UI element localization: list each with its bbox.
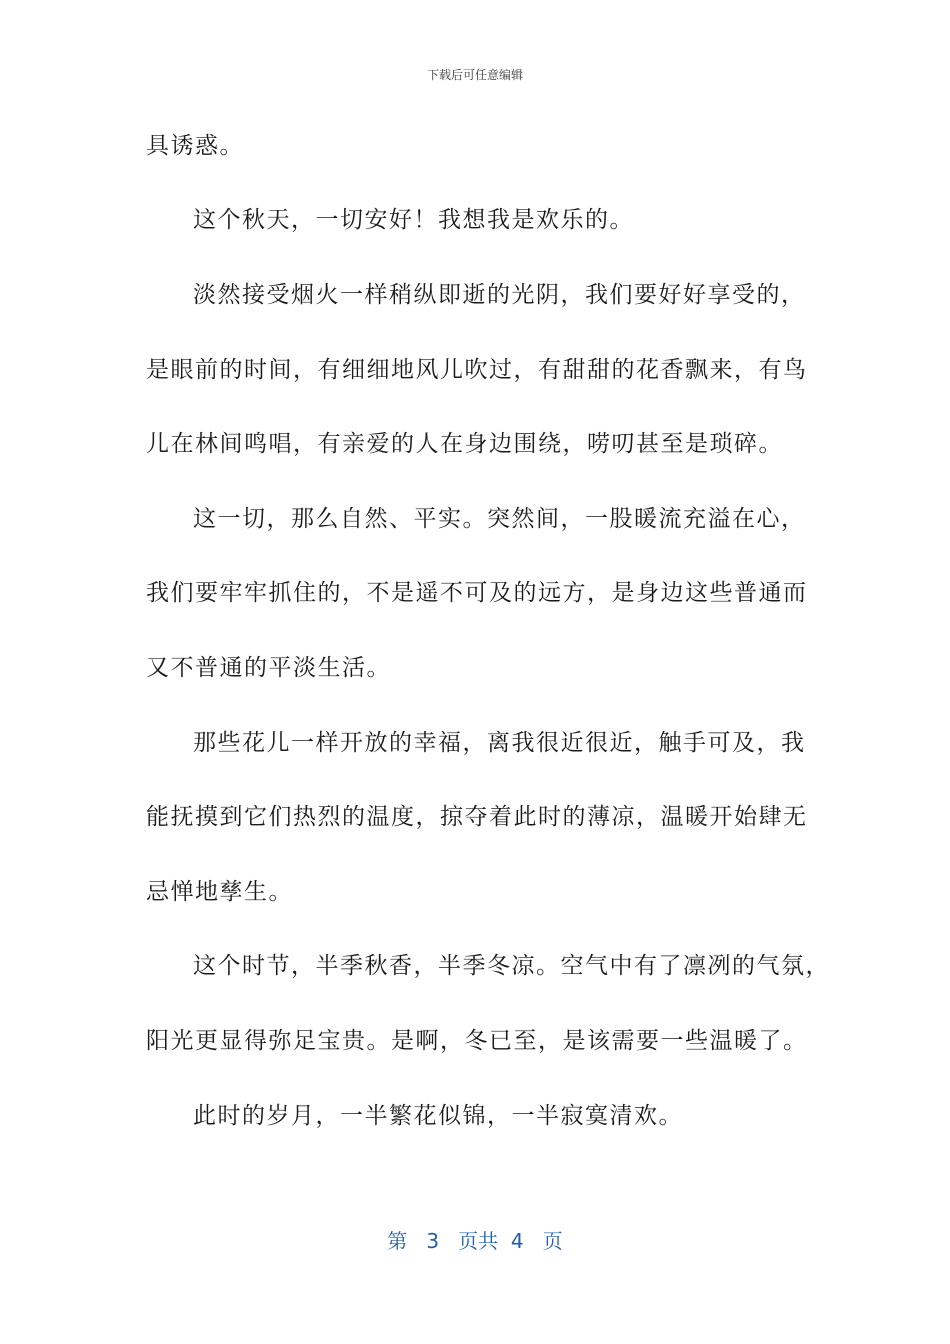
text-line: 又不普通的平淡生活。 (146, 655, 391, 681)
text-line: 阳光更显得弥足宝贵。是啊，冬已至，是该需要一些温暖了。 (146, 1028, 808, 1054)
paragraph-start: 那些花儿一样开放的幸福，离我很近很近，触手可及，我 (193, 730, 806, 756)
text-line: 儿在林间鸣唱，有亲爱的人在身边围绕，唠叨甚至是琐碎。 (146, 431, 783, 457)
footer-prefix: 第 (387, 1229, 408, 1253)
page-header: 下载后可任意编辑 (426, 68, 523, 82)
text-line: 我们要牢牢抓住的，不是遥不可及的远方，是身边这些普通而 (146, 580, 808, 606)
text-line: 忌惮地孳生。 (146, 879, 293, 905)
paragraph-start: 淡然接受烟火一样稍纵即逝的光阴，我们要好好享受的， (193, 282, 806, 308)
paragraph-start: 这个秋天，一切安好！我想我是欢乐的。 (193, 207, 634, 233)
paragraph-start: 这个时节，半季秋香，半季冬凉。空气中有了凛冽的气氛， (193, 953, 830, 979)
paragraph-start: 此时的岁月，一半繁花似锦，一半寂寞清欢。 (193, 1103, 683, 1129)
page-footer (0, 1225, 950, 1254)
current-page-number: 3 (426, 1229, 440, 1253)
footer-suffix: 页 (542, 1229, 563, 1253)
text-line: 具诱惑。 (146, 133, 244, 159)
text-line: 能抚摸到它们热烈的温度，掠夺着此时的薄凉，温暖开始肆无 (146, 804, 808, 830)
text-line: 是眼前的时间，有细细地风儿吹过，有甜甜的花香飘来，有鸟 (146, 357, 808, 383)
footer-middle: 页共 (458, 1229, 499, 1253)
total-pages-number: 4 (510, 1229, 524, 1253)
paragraph-start: 这一切，那么自然、平实。突然间，一股暖流充溢在心， (193, 506, 806, 532)
